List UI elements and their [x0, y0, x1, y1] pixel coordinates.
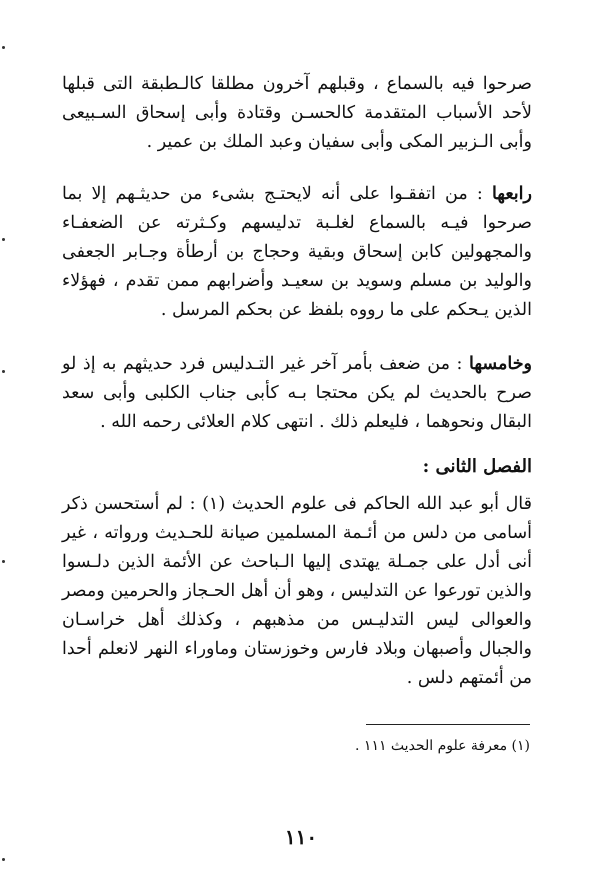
- scan-edge-mark: [2, 46, 5, 49]
- scan-edge-mark: [2, 560, 5, 563]
- paragraph-4: [62, 490, 532, 693]
- scan-edge-mark: [2, 238, 5, 241]
- paragraph-3-text: : من ضعف بأمر آخر غير التـدليس فرد حديثهم به إذ لو صرح بالحديث لم يكن محتجا بـه كأبى جناب الكلبى وأبى سعد البقال ونحوهما ، فليعلم ذلك . انتهى كلام العلائى رحمه الله .: [62, 354, 532, 432]
- page-number: ١١٠: [284, 825, 318, 849]
- scan-edge-mark: [2, 858, 5, 861]
- footnote: (١) معرفة علوم الحديث ١١١ .: [355, 738, 530, 754]
- paragraph-1-text: صرحوا فيه بالسماع ، وقبلهم آخرون مطلقا كالـطبقة التى قبلها لأحد الأسباب المتقدمة كالحسـن وقتادة وأبى إسحاق السـبيعى وأبى الـزبير المكى وأبى سفيان وعبد الملك بن عمير .: [62, 74, 532, 152]
- paragraph-2-text: : من اتفقـوا على أنه لايحتـج بشىء من حديثـهم إلا بما صرحوا فيـه بالسماع لغلـبة تدليسهم وكـثرته عن الضعفـاء والمجهولين كابن إسحاق وبقية وحجاج بن أرطأة وجـابر الجعفى والوليد بن مسلم وسويد بن سعيـد وأضرابهم ممن تقدم ، فهؤلاء الذين يـحكم على ما رووه بلفظ عن بحكم المرسل .: [62, 184, 532, 320]
- paragraph-3-lead-term: وخامسها: [469, 354, 532, 374]
- paragraph-2: [62, 180, 532, 325]
- scan-edge-mark: [2, 370, 5, 373]
- paragraph-3: [62, 350, 532, 437]
- paragraph-4-text: قال أبو عبد الله الحاكم فى علوم الحديث (١) : لم أستحسن ذكر أسامى من دلس من أئـمة المسلمين صيانة للحـديث ورواته ، غير أنى أدل على جمـلة يهتدى إليها الـباحث عن الأئمة الذين دلـسوا والذين تورعوا عن التدليس ، وهو أن أهل الحـجاز والحرمين ومصر والعوالى ليس التدليـس من مذهبهم ، وكذلك أهل خراسـان والجبال وأصبهان وبلاد فارس وخوزستان وماوراء النهر لانعلم أحدا من أئمتهم دلس .: [62, 494, 532, 688]
- section-heading: الفصل الثانى :: [422, 456, 532, 477]
- footnote-divider: [366, 724, 530, 725]
- paragraph-2-lead-term: رابعها: [491, 184, 532, 204]
- paragraph-1: [62, 70, 532, 157]
